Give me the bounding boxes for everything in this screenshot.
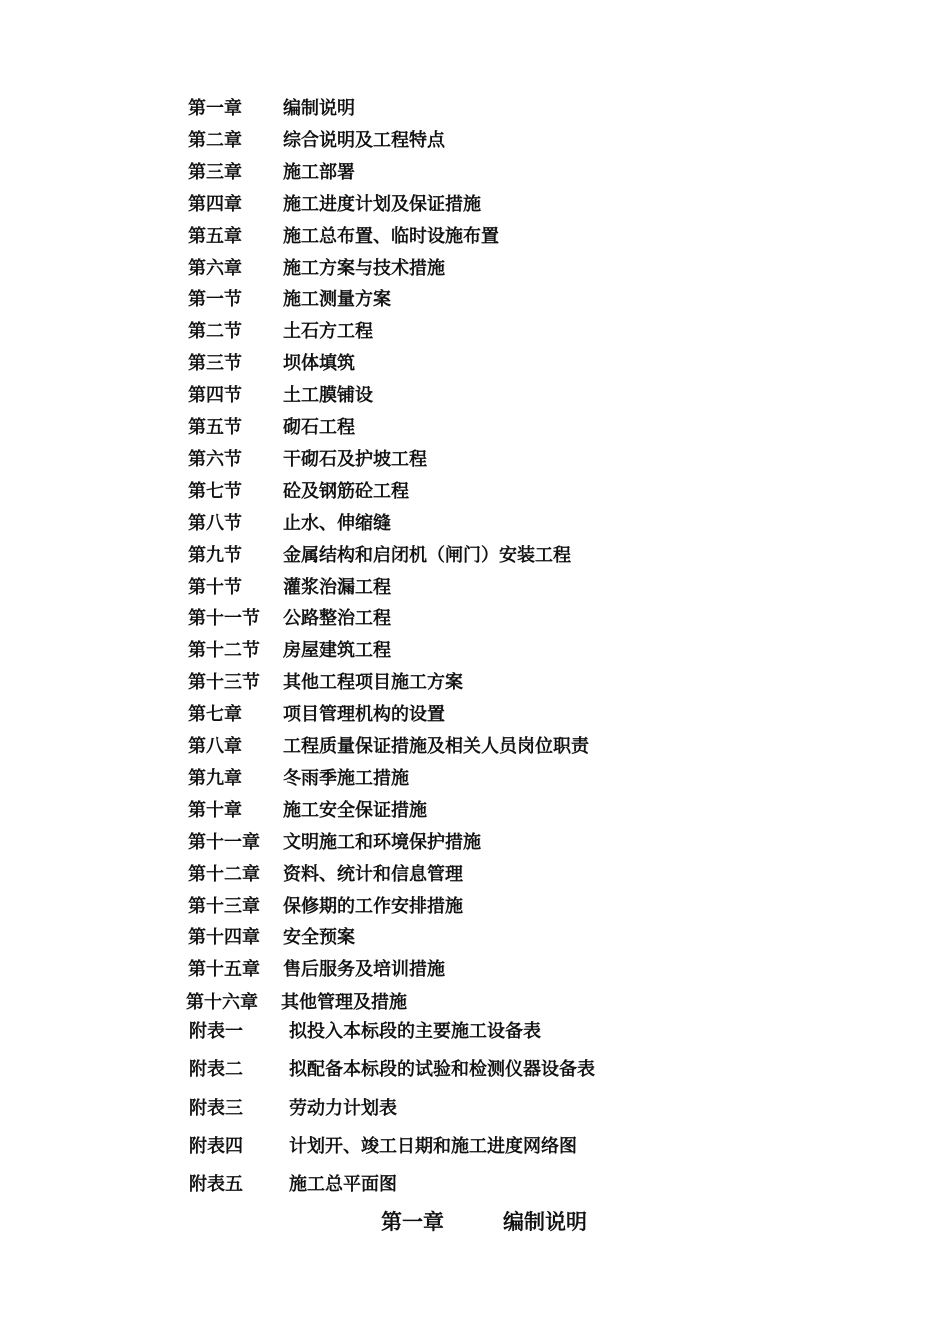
chapter-heading-number: 第一章 — [381, 1210, 444, 1234]
toc-entry-number: 第四章 — [188, 193, 242, 215]
toc-entry-number: 第三章 — [188, 161, 242, 183]
toc-entry-title: 安全预案 — [283, 927, 355, 949]
toc-entry-title: 售后服务及培训措施 — [283, 959, 445, 981]
toc-entry-number: 第三节 — [188, 353, 242, 375]
toc-entry-title: 保修期的工作安排措施 — [283, 895, 463, 917]
toc-entry-number: 第六章 — [188, 257, 242, 279]
toc-entry-title: 劳动力计划表 — [289, 1097, 397, 1119]
toc-entry-title: 金属结构和启闭机（闸门）安装工程 — [283, 544, 571, 566]
toc-entry-title: 拟配备本标段的试验和检测仪器设备表 — [289, 1059, 595, 1081]
toc-entry-title: 资料、统计和信息管理 — [283, 863, 463, 885]
toc-entry-number: 第十一章 — [188, 831, 260, 853]
toc-entry-title: 项目管理机构的设置 — [283, 704, 445, 726]
toc-entry-number: 第十四章 — [188, 927, 260, 949]
toc-entry-title: 干砌石及护坡工程 — [283, 448, 427, 470]
toc-entry-number: 附表二 — [189, 1059, 243, 1081]
toc-entry-number: 第五章 — [188, 225, 242, 247]
toc-entry-number: 第八章 — [188, 736, 242, 757]
toc-entry-title: 编制说明 — [283, 98, 355, 119]
toc-entry-number: 附表四 — [189, 1135, 243, 1157]
toc-entry-title: 计划开、竣工日期和施工进度网络图 — [289, 1135, 577, 1157]
toc-entry-title: 施工安全保证措施 — [283, 799, 427, 821]
toc-entry-number: 第二节 — [188, 321, 242, 343]
toc-entry-title: 土石方工程 — [283, 321, 373, 343]
toc-entry-number: 第五节 — [188, 417, 242, 438]
toc-entry-number: 第十三章 — [188, 895, 260, 917]
toc-entry-number: 第十六章 — [186, 992, 258, 1013]
toc-entry-title: 拟投入本标段的主要施工设备表 — [289, 1021, 541, 1042]
toc-entry-title: 房屋建筑工程 — [283, 640, 391, 662]
toc-entry-title: 公路整治工程 — [283, 608, 391, 630]
toc-entry-number: 第六节 — [188, 448, 242, 470]
toc-entry-title: 坝体填筑 — [283, 353, 355, 375]
toc-entry-title: 施工部署 — [283, 161, 355, 183]
toc-entry-number: 第八节 — [188, 512, 242, 534]
toc-entry-number: 第七章 — [188, 704, 242, 726]
toc-entry-number: 第十二节 — [188, 640, 260, 662]
toc-entry-number: 第十二章 — [188, 863, 260, 885]
toc-entry-title: 综合说明及工程特点 — [283, 129, 445, 151]
toc-entry-number: 第二章 — [188, 129, 242, 151]
toc-entry-number: 第九节 — [188, 544, 242, 566]
toc-entry-number: 第一章 — [188, 98, 242, 119]
toc-entry-title: 施工总平面图 — [289, 1174, 397, 1196]
toc-entry-title: 其他工程项目施工方案 — [283, 672, 463, 694]
toc-entry-title: 砼及钢筋砼工程 — [283, 480, 409, 502]
chapter-heading — [0, 1204, 950, 1240]
toc-entry-title: 工程质量保证措施及相关人员岗位职责 — [283, 736, 589, 757]
toc-entry-number: 第七节 — [188, 480, 242, 502]
toc-entry-number: 第九章 — [188, 767, 242, 789]
toc-entry-number: 附表一 — [189, 1021, 243, 1042]
toc-entry-number: 第十章 — [188, 799, 242, 821]
toc-entry-number: 第十五章 — [188, 959, 260, 981]
toc-entry-title: 施工进度计划及保证措施 — [283, 193, 481, 215]
toc-entry-number: 附表三 — [189, 1097, 243, 1119]
toc-entry-title: 冬雨季施工措施 — [283, 767, 409, 789]
toc-entry-title: 砌石工程 — [283, 417, 355, 438]
toc-entry-number: 第十节 — [188, 576, 242, 598]
toc-entry-number: 第四节 — [188, 385, 242, 407]
toc-entry-title: 土工膜铺设 — [283, 385, 373, 407]
toc-entry-number: 第一节 — [188, 289, 242, 311]
toc-entry-title: 施工方案与技术措施 — [283, 257, 445, 279]
toc-entry-number: 第十三节 — [188, 672, 260, 694]
toc-entry-number: 第十一节 — [188, 608, 260, 630]
toc-entry-title: 止水、伸缩缝 — [283, 512, 391, 534]
toc-entry-title: 文明施工和环境保护措施 — [283, 831, 481, 853]
toc-entry-title: 灌浆治漏工程 — [283, 576, 391, 598]
toc-entry-title: 施工总布置、临时设施布置 — [283, 225, 499, 247]
toc-entry-title: 施工测量方案 — [283, 289, 391, 311]
chapter-heading-title: 编制说明 — [503, 1210, 587, 1234]
toc-entry-number: 附表五 — [189, 1174, 243, 1196]
toc-entry-title: 其他管理及措施 — [281, 992, 407, 1013]
